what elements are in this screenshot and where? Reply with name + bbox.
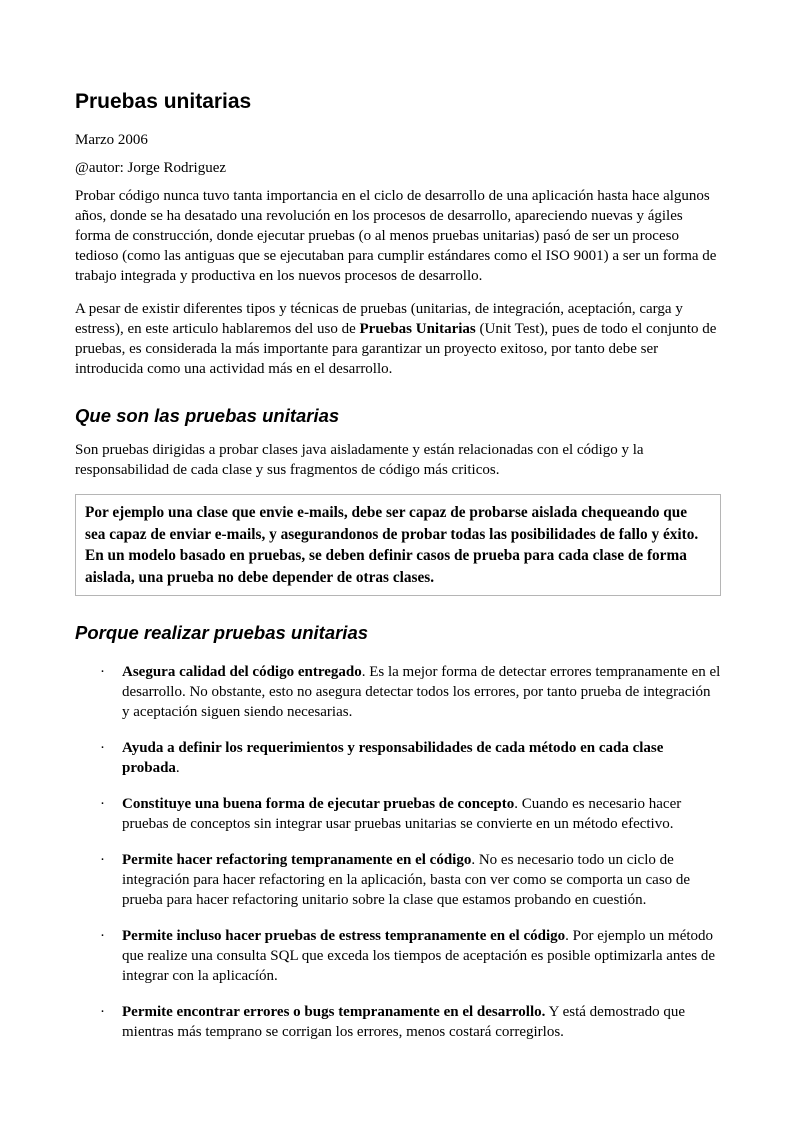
bullet-marker: ·	[100, 1004, 105, 1020]
list-item-lead: Permite hacer refactoring tempranamente en el código	[122, 852, 472, 868]
intro-paragraph-2-bold: Pruebas Unitarias	[359, 321, 476, 337]
example-callout-box: Por ejemplo una clase que envie e-mails, debe ser capaz de probarse aislada chequeando que sea capaz de enviar e-mails, y asegurandonos de probar todas las posibilidades de fallo y éxito. En un modelo basado en pruebas, se deben definir casos de prueba para cada clase de forma aislada, una prueba no debe depender de otras clases.	[75, 494, 721, 596]
list-item	[75, 794, 721, 834]
list-item	[75, 850, 721, 910]
list-item	[75, 738, 721, 778]
list-item	[75, 662, 721, 722]
list-item-rest: . No es necesario todo un ciclo de integración para hacer refactoring en la aplicación, basta con ver como se comporta un caso de prueba para hacer refactoring unitario sobre la clase que estamos probando en cuestión.	[122, 852, 691, 908]
list-item-text	[122, 738, 721, 778]
intro-paragraph-2	[75, 299, 721, 379]
bullet-marker: ·	[100, 928, 105, 944]
bullet-marker: ·	[100, 664, 105, 680]
list-item-text	[122, 850, 721, 910]
intro-paragraph-1	[75, 186, 721, 286]
section-heading-que-son: Que son las pruebas unitarias	[75, 405, 340, 426]
list-item-text	[122, 926, 721, 986]
list-item	[75, 926, 721, 986]
list-item-lead: Asegura calidad del código entregado	[122, 664, 362, 680]
doc-author: @autor: Jorge Rodriguez	[75, 160, 227, 176]
section-what-body: Son pruebas dirigidas a probar clases java aisladamente y están relacionadas con el código y la responsabilidad de cada clase y sus fragmentos de código más criticos.	[75, 442, 644, 478]
list-item-lead: Ayuda a definir los requerimientos y responsabilidades de cada método en cada clase probada	[122, 740, 664, 776]
intro-paragraph-1-text: Probar código nunca tuvo tanta importancia en el ciclo de desarrollo de una aplicación hasta hace algunos años, donde se ha desatado una revolución en los procesos de desarrollo, apareciendo nuevas y ágiles forma de construcción, donde ejecutar pruebas (o al menos pruebas unitarias) pasó de ser un proceso tedioso (como las antiguas que se ejecutaban para cumplir estándares como el ISO 9001) a ser un forma de trabajo integrada y productiva en los nuevos procesos de desarrollo.	[75, 188, 717, 284]
doc-date: Marzo 2006	[75, 132, 148, 148]
list-item-text	[122, 662, 721, 722]
list-item	[75, 1002, 721, 1042]
reasons-bullet-list	[75, 662, 721, 1042]
document-content	[75, 90, 721, 1058]
bullet-marker: ·	[100, 796, 105, 812]
page-title: Pruebas unitarias	[75, 90, 252, 113]
list-item-rest: .	[175, 760, 180, 776]
bullet-marker: ·	[100, 852, 105, 868]
list-item-text	[122, 794, 721, 834]
list-item-lead: Permite incluso hacer pruebas de estress tempranamente en el código	[122, 928, 566, 944]
list-item-rest: . Por ejemplo un método que realize una consulta SQL que exceda los tiempos de aceptación es posible optimizarla antes de integrar con la aplicacíón.	[122, 928, 715, 984]
section-heading-porque: Porque realizar pruebas unitarias	[75, 622, 369, 643]
list-item-lead: Constituye una buena forma de ejecutar pruebas de concepto	[122, 796, 515, 812]
intro-paragraph-2-pre: A pesar de existir diferentes tipos y técnicas de pruebas (unitarias, de integración, aceptación, carga y estress), en este articulo hablaremos del uso de	[75, 301, 683, 337]
bullet-marker: ·	[100, 740, 105, 756]
list-item-text	[122, 1002, 721, 1042]
list-item-rest: Y está demostrado que mientras más temprano se corrigan los errores, menos costará corregirlos.	[122, 1004, 686, 1040]
list-item-lead: Permite encontrar errores o bugs tempranamente en el desarrollo.	[122, 1004, 546, 1020]
list-item-rest: . Cuando es necesario hacer pruebas de conceptos sin integrar usar pruebas unitarias se convierte en un método efectivo.	[122, 796, 682, 832]
list-item-rest: . Es la mejor forma de detectar errores tempranamente en el desarrollo. No obstante, esto no asegura detectar todos los errores, por tanto prueba de integración y aceptación siguen siendo necesarias.	[122, 664, 721, 720]
intro-paragraph-2-post: (Unit Test), pues de todo el conjunto de pruebas, es considerada la más importante para garantizar un proyecto exitoso, por tanto debe ser introducida como una actividad más en el desarrollo.	[75, 321, 717, 377]
